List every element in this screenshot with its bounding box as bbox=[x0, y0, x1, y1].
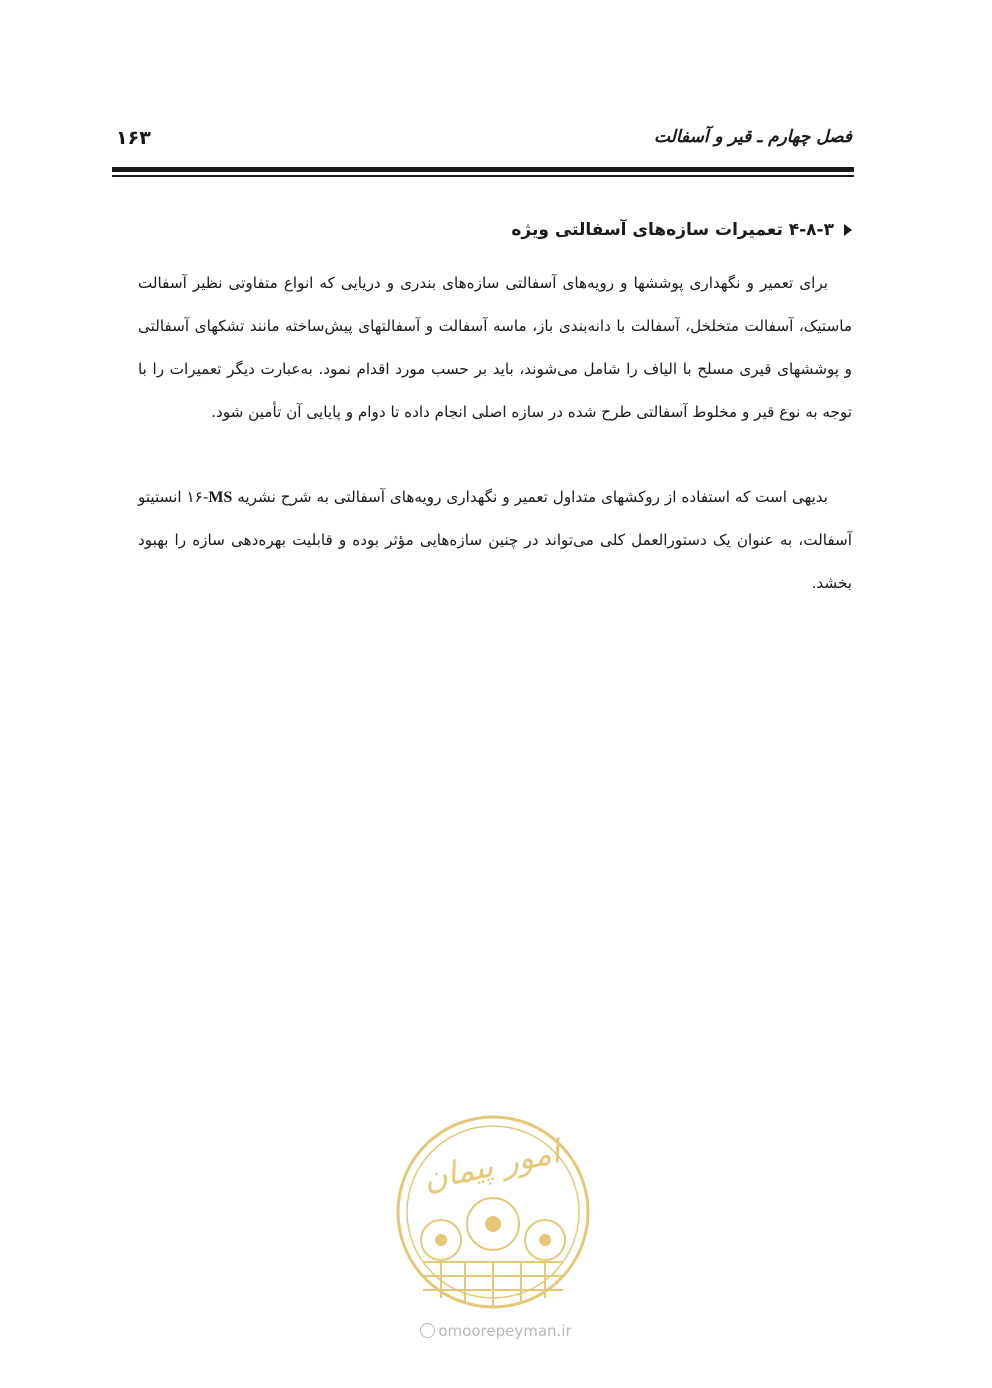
section-heading bbox=[511, 220, 852, 240]
website-text: omoorepeyman.ir bbox=[438, 1322, 572, 1340]
body-paragraph-1: برای تعمیر و نگهداری پوششها و رویه‌های آسفالتی سازه‌های بندری و دریایی که انواع متفاوتی نظیر آسفالت ماستیک، آسفالت متخلخل، آسفالت با دانه‌بندی باز، ماسه آسفالت و آسفالتهای پیش‌ساخته مانند تشکهای آسفالتی و پوششهای قیری مسلح با الیاف را شامل می‌شوند، باید بر حسب مورد اقدام نمود. به‌عبارت دیگر تعمیرات را با توجه به نوع قیر و مخلوط آسفالتی طرح شده در سازه اصلی انجام داده تا دوام و پایایی آن تأمین شود. bbox=[138, 274, 852, 421]
globe-icon bbox=[420, 1323, 435, 1338]
triangle-bullet-icon bbox=[844, 224, 852, 236]
section-heading-text: ۴-۸-۳ تعمیرات سازه‌های آسفالتی ویژه bbox=[511, 220, 834, 240]
header-rule-thin bbox=[112, 175, 854, 177]
paragraph-2-end: -۱۶ انستیتو آسفالت، به عنوان یک دستورالعمل کلی می‌تواند در چنین سازه‌هایی مؤثر بوده و قابلیت بهره‌دهی سازه را بهبود بخشد. bbox=[138, 488, 852, 592]
body-paragraph-2 bbox=[138, 476, 852, 605]
header-rule-thick bbox=[112, 167, 854, 172]
website-watermark bbox=[0, 1322, 992, 1340]
seal-logo-icon bbox=[393, 1112, 593, 1312]
page-number: ۱۶۳ bbox=[116, 127, 151, 149]
paragraph-2-start: بدیهی است که استفاده از روکشهای متداول تعمیر و نگهداری رویه‌های آسفالتی به شرح نشریه bbox=[237, 488, 829, 506]
seal-text: امور پیمان bbox=[419, 1132, 564, 1199]
chapter-header-title: فصل چهارم ـ قیر و آسفالت bbox=[653, 127, 852, 147]
publication-code: MS bbox=[208, 489, 233, 506]
